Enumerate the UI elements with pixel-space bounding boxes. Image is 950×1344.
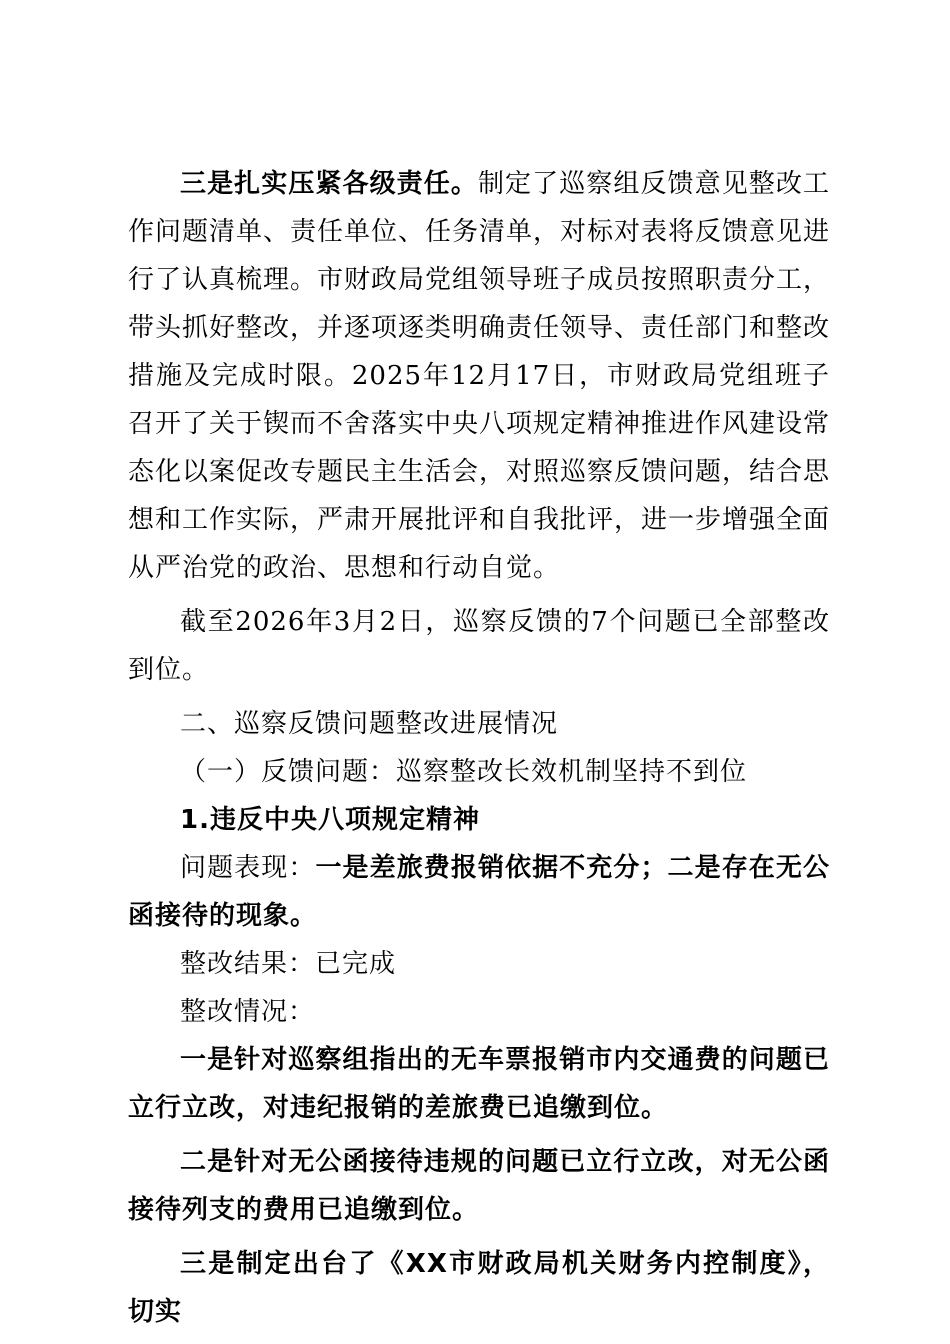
item-heading-1: 1.违反中央八项规定精神 bbox=[180, 805, 480, 835]
subsection-heading-1: （一）反馈问题：巡察整改长效机制坚持不到位 bbox=[180, 757, 748, 787]
fix-paragraph-2: 二是针对无公函接待违规的问题已立行立改，对无公函接待列支的费用已追缴到位。 bbox=[128, 1147, 830, 1225]
fix-paragraph-3: 三是制定出台了《XX市财政局机关财务内控制度》，切实 bbox=[128, 1249, 830, 1327]
section-heading-2: 二、巡察反馈问题整改进展情况 bbox=[180, 709, 559, 739]
issue-label: 问题表现： bbox=[180, 853, 316, 883]
paragraph-completion-status: 截至2026年3月2日，巡察反馈的7个问题已全部整改到位。 bbox=[128, 607, 830, 685]
issue-text: 一是差旅费报销依据不充分；二是存在无公函接待的现象。 bbox=[128, 853, 830, 931]
paragraph-responsibility bbox=[128, 160, 830, 592]
result-text: 已完成 bbox=[315, 949, 397, 979]
document-page bbox=[128, 160, 830, 1336]
paragraph-lead-bold: 三是扎实压紧各级责任。 bbox=[180, 169, 478, 199]
status-label: 整改情况： bbox=[180, 997, 316, 1027]
result-label: 整改结果： bbox=[180, 949, 316, 979]
fix-paragraph-1: 一是针对巡察组指出的无车票报销市内交通费的问题已立行立改，对违纪报销的差旅费已追缴到位。 bbox=[128, 1045, 830, 1123]
result-paragraph bbox=[128, 940, 830, 988]
paragraph-body: 制定了巡察组反馈意见整改工作问题清单、责任单位、任务清单，对标对表将反馈意见进行了认真梳理。市财政局党组领导班子成员按照职责分工，带头抓好整改，并逐项逐类明确责任领导、责任部门和整改措施及完成时限。2025年12月17日，市财政局党组班子召开了关于锲而不舍落实中央八项规定精神推进作风建设常态化以案促改专题民主生活会，对照巡察反馈问题，结合思想和工作实际，严肃开展批评和自我批评，进一步增强全面从严治党的政治、思想和行动自觉。 bbox=[128, 169, 831, 583]
issue-paragraph bbox=[128, 844, 830, 940]
